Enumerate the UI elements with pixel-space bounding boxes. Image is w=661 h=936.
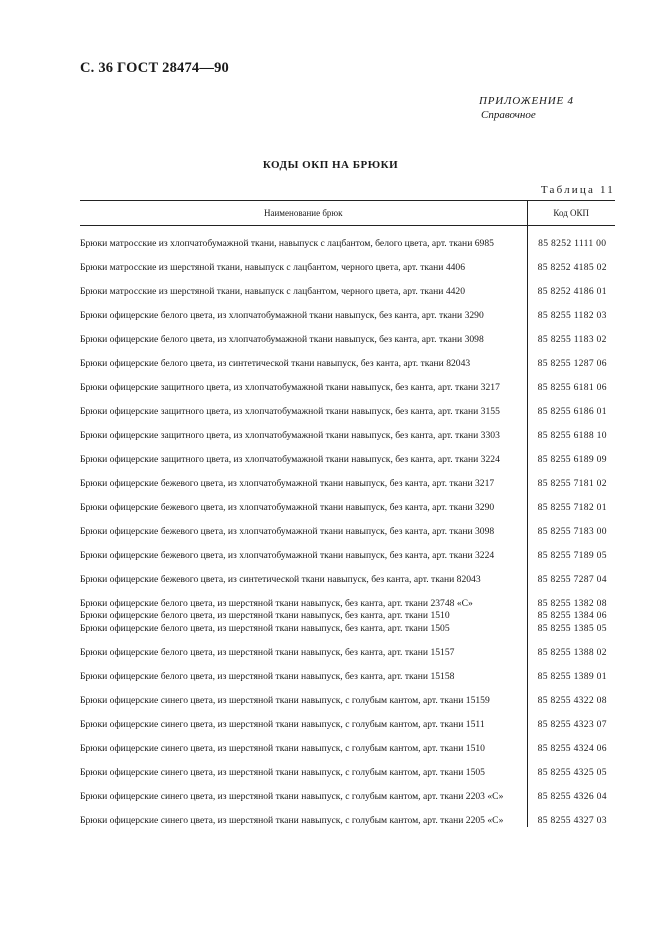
row-name: Брюки офицерские белого цвета, из шерстяной ткани навыпуск, без канта, арт. ткани 23748 «С» [80,597,473,609]
appendix-block [475,94,615,122]
row-code: 85 8255 6189 09 [527,442,615,466]
row-code: 85 8255 6181 06 [527,370,615,394]
row-name: Брюки офицерские защитного цвета, из хлопчатобумажной ткани навыпуск, без канта, арт. ткани 3155 [80,405,500,417]
row-code: 85 8252 4186 01 [527,274,615,298]
table-row [80,779,615,803]
header-code: Код ОКП [527,201,615,226]
table-row [80,586,615,610]
row-code: 85 8255 7182 01 [527,490,615,514]
table-row [80,707,615,731]
row-code: 85 8255 4322 08 [527,683,615,707]
row-code: 85 8255 1287 06 [527,346,615,370]
row-code: 85 8252 1111 00 [527,226,615,250]
row-name: Брюки матросские из шерстяной ткани, навыпуск с лацбантом, черного цвета, арт. ткани 4420 [80,285,466,297]
row-name: Брюки офицерские бежевого цвета, из хлопчатобумажной ткани навыпуск, без канта, арт. ткани 3098 [80,525,495,537]
table-row [80,298,615,322]
row-name: Брюки матросские из шерстяной ткани, навыпуск с лацбантом, черного цвета, арт. ткани 4406 [80,261,466,273]
row-name: Брюки офицерские синего цвета, из шерстяной ткани навыпуск, с голубым кантом, арт. ткани 2203 «С» [80,790,504,802]
row-name: Брюки офицерские бежевого цвета, из хлопчатобумажной ткани навыпуск, без канта, арт. ткани 3217 [80,477,495,489]
row-code: 85 8255 7287 04 [527,562,615,586]
row-code: 85 8255 4326 04 [527,779,615,803]
page-header: С. 36 ГОСТ 28474—90 [80,60,229,76]
document-title: КОДЫ ОКП НА БРЮКИ [262,159,399,171]
table-row [80,442,615,466]
table-row [80,731,615,755]
table-row [80,490,615,514]
table-row [80,250,615,274]
row-name: Брюки офицерские белого цвета, из шерстяной ткани навыпуск, без канта, арт. ткани 15157 [80,646,455,658]
appendix-title: ПРИЛОЖЕНИЕ 4 [479,95,574,107]
row-code: 85 8255 6188 10 [527,418,615,442]
row-code: 85 8255 1182 03 [527,298,615,322]
table-row [80,370,615,394]
row-code: 85 8255 1384 06 [527,610,615,623]
row-name: Брюки офицерские бежевого цвета, из хлопчатобумажной ткани навыпуск, без канта, арт. ткани 3290 [80,501,495,513]
table-label: Таблица 11 [540,184,615,196]
row-code: 85 8255 4327 03 [527,803,615,827]
table-row [80,803,615,827]
row-code: 85 8255 4323 07 [527,707,615,731]
table-row [80,274,615,298]
row-name: Брюки офицерские белого цвета, из хлопчатобумажной ткани навыпуск, без канта, арт. ткани 3290 [80,309,484,321]
row-code: 85 8255 1382 08 [527,586,615,610]
row-name: Брюки офицерские бежевого цвета, из синтетической ткани навыпуск, без канта, арт. ткани 82043 [80,573,481,585]
table-row [80,418,615,442]
row-name: Брюки офицерские защитного цвета, из хлопчатобумажной ткани навыпуск, без канта, арт. ткани 3224 [80,453,500,465]
row-name: Брюки офицерские синего цвета, из шерстяной ткани навыпуск, с голубым кантом, арт. ткани 1511 [80,718,485,730]
table-row [80,755,615,779]
row-code: 85 8252 4185 02 [527,250,615,274]
row-name: Брюки офицерские белого цвета, из шерстяной ткани навыпуск, без канта, арт. ткани 15158 [80,670,455,682]
row-code: 85 8255 7181 02 [527,466,615,490]
table-row [80,226,615,250]
row-name: Брюки офицерские белого цвета, из хлопчатобумажной ткани навыпуск, без канта, арт. ткани 3098 [80,333,484,345]
row-name: Брюки офицерские бежевого цвета, из хлопчатобумажной ткани навыпуск, без канта, арт. ткани 3224 [80,549,495,561]
row-code: 85 8255 1385 05 [527,622,615,635]
row-name: Брюки офицерские белого цвета, из шерстяной ткани навыпуск, без канта, арт. ткани 1505 [80,622,450,634]
table-row [80,610,615,623]
table-header-row [80,201,615,226]
row-code: 85 8255 4325 05 [527,755,615,779]
codes-table [80,200,615,827]
row-code: 85 8255 1388 02 [527,635,615,659]
table-row [80,394,615,418]
row-code: 85 8255 7189 05 [527,538,615,562]
table-row [80,659,615,683]
row-code: 85 8255 1183 02 [527,322,615,346]
table-row [80,322,615,346]
table-row [80,538,615,562]
row-name: Брюки офицерские синего цвета, из шерстяной ткани навыпуск, с голубым кантом, арт. ткани 1505 [80,766,485,778]
header-name: Наименование брюк [80,201,527,226]
table-row [80,635,615,659]
row-code: 85 8255 6186 01 [527,394,615,418]
row-name: Брюки офицерские белого цвета, из синтетической ткани навыпуск, без канта, арт. ткани 82043 [80,357,471,369]
row-name: Брюки офицерские защитного цвета, из хлопчатобумажной ткани навыпуск, без канта, арт. ткани 3217 [80,381,500,393]
row-name: Брюки офицерские синего цвета, из шерстяной ткани навыпуск, с голубым кантом, арт. ткани 2205 «С» [80,814,504,826]
row-code: 85 8255 7183 00 [527,514,615,538]
row-name: Брюки офицерские белого цвета, из шерстяной ткани навыпуск, без канта, арт. ткани 1510 [80,610,450,621]
table-row [80,683,615,707]
row-name: Брюки офицерские синего цвета, из шерстяной ткани навыпуск, с голубым кантом, арт. ткани 1510 [80,742,485,754]
row-code: 85 8255 1389 01 [527,659,615,683]
table-row [80,562,615,586]
table-row [80,514,615,538]
row-name: Брюки офицерские защитного цвета, из хлопчатобумажной ткани навыпуск, без канта, арт. ткани 3303 [80,429,500,441]
row-code: 85 8255 4324 06 [527,731,615,755]
appendix-subtitle: Справочное [481,109,536,121]
table-row [80,466,615,490]
row-name: Брюки матросские из хлопчатобумажной ткани, навыпуск с лацбантом, белого цвета, арт. ткани 6985 [80,237,494,249]
row-name: Брюки офицерские синего цвета, из шерстяной ткани навыпуск, с голубым кантом, арт. ткани 15159 [80,694,490,706]
table-row [80,622,615,635]
table-row [80,346,615,370]
